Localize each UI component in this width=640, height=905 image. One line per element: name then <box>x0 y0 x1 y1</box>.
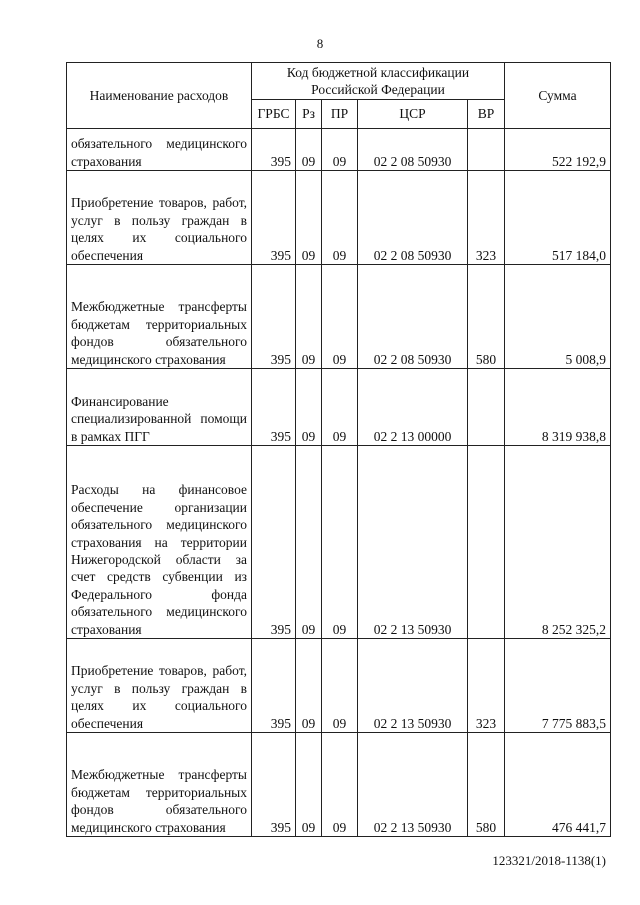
header-csr: ЦСР <box>358 100 468 129</box>
row-grbs: 395 <box>252 639 296 733</box>
row-pr: 09 <box>322 129 358 171</box>
row-csr: 02 2 08 50930 <box>358 171 468 265</box>
row-csr: 02 2 13 50930 <box>358 639 468 733</box>
row-grbs: 395 <box>252 129 296 171</box>
row-sum: 8 319 938,8 <box>505 369 611 446</box>
header-vr: ВР <box>468 100 505 129</box>
row-csr: 02 2 13 50930 <box>358 446 468 639</box>
table-row <box>67 171 611 265</box>
header-code-line2: Российской Федерации <box>311 82 445 97</box>
row-rz: 09 <box>296 369 322 446</box>
table-row <box>67 265 611 369</box>
row-grbs: 395 <box>252 171 296 265</box>
row-sum: 476 441,7 <box>505 733 611 837</box>
table-row <box>67 129 611 171</box>
row-grbs: 395 <box>252 446 296 639</box>
row-vr <box>468 129 505 171</box>
row-sum: 7 775 883,5 <box>505 639 611 733</box>
page-number: 8 <box>316 36 324 51</box>
row-rz: 09 <box>296 639 322 733</box>
row-sum: 517 184,0 <box>505 171 611 265</box>
row-grbs: 395 <box>252 265 296 369</box>
row-vr <box>468 369 505 446</box>
header-sum: Сумма <box>505 63 611 129</box>
row-rz: 09 <box>296 446 322 639</box>
row-pr: 09 <box>322 446 358 639</box>
table-row <box>67 446 611 639</box>
row-pr: 09 <box>322 733 358 837</box>
row-name: Межбюджетные трансферты бюджетам территориальных фондов обязательного медицинского страхования <box>67 265 252 369</box>
header-code-group <box>252 63 505 100</box>
row-vr <box>468 446 505 639</box>
row-name: Приобретение товаров, работ, услуг в пользу граждан в целях их социального обеспечения <box>67 171 252 265</box>
row-rz: 09 <box>296 129 322 171</box>
header-rz: Рз <box>296 100 322 129</box>
row-name: Расходы на финансовое обеспечение организации обязательного медицинского страхования на территории Нижегородской области за счет средств субвенции из Федерального фонда обязательного медицинского страхования <box>67 446 252 639</box>
row-pr: 09 <box>322 369 358 446</box>
row-name: Приобретение товаров, работ, услуг в пользу граждан в целях их социального обеспечения <box>67 639 252 733</box>
document-number: 123321/2018-1138(1) <box>492 853 606 868</box>
row-pr: 09 <box>322 639 358 733</box>
row-rz: 09 <box>296 265 322 369</box>
table-row <box>67 369 611 446</box>
row-csr: 02 2 08 50930 <box>358 265 468 369</box>
row-sum: 522 192,9 <box>505 129 611 171</box>
row-vr: 580 <box>468 265 505 369</box>
row-vr: 323 <box>468 171 505 265</box>
row-csr: 02 2 08 50930 <box>358 129 468 171</box>
header-code-line1: Код бюджетной классификации <box>286 65 470 80</box>
table-row <box>67 639 611 733</box>
row-sum: 5 008,9 <box>505 265 611 369</box>
row-sum: 8 252 325,2 <box>505 446 611 639</box>
row-rz: 09 <box>296 733 322 837</box>
row-grbs: 395 <box>252 369 296 446</box>
row-grbs: 395 <box>252 733 296 837</box>
row-rz: 09 <box>296 171 322 265</box>
header-grbs: ГРБС <box>252 100 296 129</box>
header-pr: ПР <box>322 100 358 129</box>
header-name: Наименование расходов <box>67 63 252 129</box>
table-row <box>67 733 611 837</box>
row-name: Финансирование специализированной помощи в рамках ПГГ <box>67 369 252 446</box>
row-pr: 09 <box>322 171 358 265</box>
row-vr: 580 <box>468 733 505 837</box>
budget-table <box>66 62 611 837</box>
row-csr: 02 2 13 50930 <box>358 733 468 837</box>
row-name: обязательного медицинского страхования <box>67 129 252 171</box>
row-vr: 323 <box>468 639 505 733</box>
row-name: Межбюджетные трансферты бюджетам территориальных фондов обязательного медицинского страхования <box>67 733 252 837</box>
row-csr: 02 2 13 00000 <box>358 369 468 446</box>
row-pr: 09 <box>322 265 358 369</box>
